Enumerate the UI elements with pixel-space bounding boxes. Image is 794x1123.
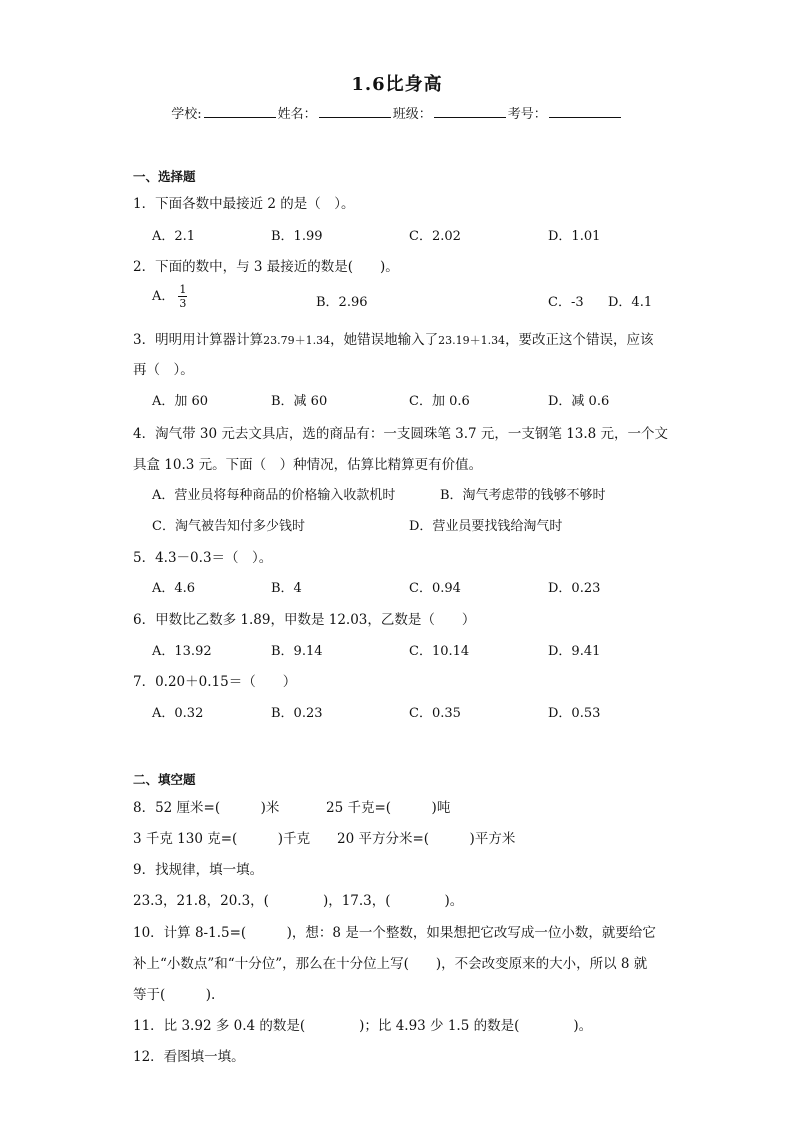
question-9-line-2: 23.3，21.8，20.3，( )，17.3，( )。	[133, 893, 464, 909]
question-12: 12．看图填一填。	[133, 1049, 245, 1065]
q3-text-c: ，要改正这个错误，应该	[505, 332, 654, 348]
q3-option-b[interactable]: B．减 60	[271, 394, 328, 409]
class-blank[interactable]	[434, 105, 506, 118]
q2-option-a[interactable]	[152, 283, 187, 310]
exam-no-blank[interactable]	[549, 105, 621, 118]
q7-option-b[interactable]: B．0.23	[271, 706, 323, 721]
q3-option-d[interactable]: D．减 0.6	[548, 394, 610, 409]
question-8-part-2: 25 千克=( )吨	[326, 800, 451, 816]
section-heading-fill-blank: 二、填空题	[133, 772, 196, 787]
exam-no-label: 考号：	[507, 107, 547, 122]
q3-text-a: 3．明明用计算器计算	[133, 332, 264, 348]
question-8-part-4: 20 平方分米=( )平方米	[337, 831, 516, 847]
q6-option-b[interactable]: B．9.14	[271, 644, 323, 659]
question-7: 7．0.20＋0.15＝（ ）	[133, 674, 297, 690]
name-label: 姓名：	[277, 107, 317, 122]
fraction-one-third	[178, 283, 187, 310]
fraction-numerator: 1	[179, 283, 187, 296]
question-2: 2．下面的数中，与 3 最接近的数是( )。	[133, 259, 399, 275]
q6-option-c[interactable]: C．10.14	[409, 644, 470, 659]
question-4-line-1: 4．淘气带 30 元去文具店，选的商品有：一支圆珠笔 3.7 元，一支钢笔 13.8 元，一个文	[133, 426, 669, 442]
q2-option-d[interactable]: D．4.1	[608, 295, 653, 310]
question-3-line-2: 再（ ）。	[133, 362, 194, 378]
q7-option-a[interactable]: A．0.32	[152, 706, 204, 721]
q2-option-c[interactable]: C．-3	[548, 295, 584, 310]
q3-option-c[interactable]: C．加 0.6	[409, 394, 470, 409]
q4-option-a[interactable]: A．营业员将每种商品的价格输入收款机时	[152, 488, 396, 503]
student-info-row	[0, 103, 794, 122]
q7-option-d[interactable]: D．0.53	[548, 706, 601, 721]
q3-expression-correct: 23.79＋1.34	[263, 334, 331, 347]
name-blank[interactable]	[319, 105, 391, 118]
q5-option-c[interactable]: C．0.94	[409, 581, 461, 596]
question-8-part-3: 3 千克 130 克=( )千克	[133, 831, 311, 847]
section-heading-choice: 一、选择题	[133, 169, 196, 184]
q1-option-c[interactable]: C．2.02	[409, 229, 461, 244]
q3-option-a[interactable]: A．加 60	[152, 394, 209, 409]
q6-option-a[interactable]: A．13.92	[152, 644, 212, 659]
q5-option-d[interactable]: D．0.23	[548, 581, 601, 596]
q4-option-c[interactable]: C．淘气被告知付多少钱时	[152, 519, 305, 534]
fraction-denominator: 3	[179, 297, 187, 310]
q2-option-b[interactable]: B．2.96	[316, 295, 368, 310]
question-5: 5．4.3－0.3＝（ ）。	[133, 550, 273, 566]
question-11: 11．比 3.92 多 0.4 的数是( )；比 4.93 少 1.5 的数是( )。	[133, 1018, 593, 1034]
q1-option-a[interactable]: A．2.1	[152, 229, 196, 244]
school-blank[interactable]	[204, 105, 276, 118]
q3-expression-wrong: 23.19＋1.34	[438, 334, 506, 347]
q3-text-b: ，她错误地输入了	[330, 332, 439, 348]
class-label: 班级：	[392, 107, 432, 122]
page-title: 1.6比身高	[351, 74, 443, 95]
question-3-line-1	[133, 328, 654, 348]
q1-option-d[interactable]: D．1.01	[548, 229, 601, 244]
school-label: 学校:	[171, 107, 202, 122]
q2-option-a-label: A．	[152, 289, 175, 304]
question-10-line-2: 补上“小数点”和“十分位”，那么在十分位上写( )，不会改变原来的大小，所以 8 就	[133, 956, 648, 972]
question-8-part-1: 8．52 厘米=( )米	[133, 800, 280, 816]
question-6: 6．甲数比乙数多 1.89，甲数是 12.03，乙数是（ ）	[133, 612, 476, 628]
q4-option-b[interactable]: B．淘气考虑带的钱够不够时	[440, 488, 606, 503]
question-1: 1．下面各数中最接近 2 的是（ ）。	[133, 196, 355, 212]
q5-option-a[interactable]: A．4.6	[152, 581, 196, 596]
question-4-line-2: 具盒 10.3 元。下面（ ）种情况，估算比精算更有价值。	[133, 457, 483, 473]
q1-option-b[interactable]: B．1.99	[271, 229, 323, 244]
q6-option-d[interactable]: D．9.41	[548, 644, 601, 659]
q4-option-d[interactable]: D．营业员要找钱给淘气时	[409, 519, 563, 534]
q7-option-c[interactable]: C．0.35	[409, 706, 461, 721]
question-10-line-3: 等于( ).	[133, 987, 216, 1003]
question-10-line-1: 10．计算 8-1.5=( )，想：8 是一个整数，如果想把它改写成一位小数，就要给它	[133, 925, 656, 941]
question-9-line-1: 9．找规律，填一填。	[133, 862, 264, 878]
q5-option-b[interactable]: B．4	[271, 581, 302, 596]
